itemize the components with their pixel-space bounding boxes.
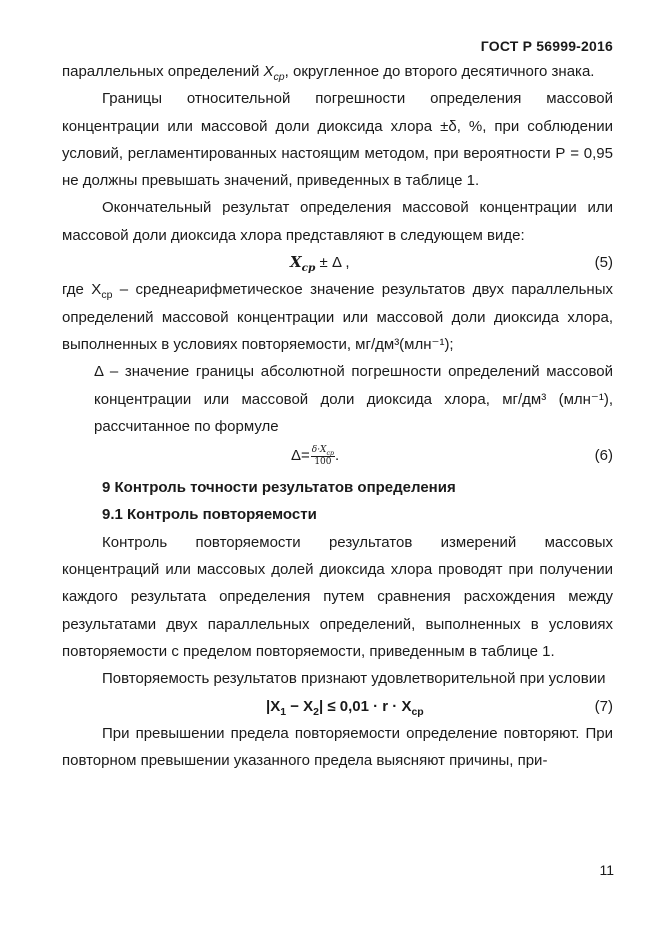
symbol-x: X xyxy=(263,63,274,80)
standard-designation: ГОСТ Р 56999-2016 xyxy=(480,38,613,54)
symbol-subscript: ср xyxy=(273,71,285,83)
formula-7-expression xyxy=(266,693,424,720)
paragraph-delta-definition: Δ – значение границы абсолютной погрешности определений массовой концентрации или массовой доли диоксида хлора, мг/дм³ (млн⁻¹), рассчитанное по формуле xyxy=(94,363,613,435)
formula-5 xyxy=(62,249,613,276)
paragraph-continuation xyxy=(62,58,613,85)
paragraph-exceeding-limit: При превышении предела повторяемости определение повторяют. При повторном превышении указанного предела выясняют причины, при- xyxy=(62,724,613,770)
equation-number: (6) xyxy=(594,447,613,465)
formula-6-expression xyxy=(291,442,339,469)
numerator-subscript: ср xyxy=(326,449,335,457)
section-heading-9: 9 Контроль точности результатов определения xyxy=(102,479,456,497)
formula-subscript: 1 xyxy=(280,705,287,718)
formula-part: |X xyxy=(266,697,281,715)
equation-number: (7) xyxy=(594,697,613,715)
equation-number: (5) xyxy=(594,254,613,272)
paragraph-error-limits: Границы относительной погрешности определения массовой концентрации или массовой доли диоксида хлора ±δ, %, при соблюдении условий, регламентированных настоящим методом, при вероятности Р = 0,95 не должны превышать значений, приведенных в таблице 1. xyxy=(62,90,613,190)
paragraph-where-xcp xyxy=(62,276,613,358)
formula-lhs: Δ= xyxy=(291,447,310,465)
formula-rest: ± Δ , xyxy=(315,254,350,272)
formula-part: | ≤ 0,01 · r · X xyxy=(319,697,412,715)
formula-symbol: X xyxy=(290,253,302,272)
formula-5-expression xyxy=(290,249,350,276)
formula-subscript: ср xyxy=(301,262,316,275)
formula-subscript: ср xyxy=(411,705,424,718)
formula-tail: . xyxy=(335,447,340,465)
paragraph-repeatability-control: Контроль повторяемости результатов измерений массовых концентраций или массовых долей диоксида хлора проводят при получении каждого результата определения путем сравнения расхождения между результатами двух параллельных определений, выполненных в условиях повторяемости с пределом повторяемости, приведенным в таблице 1. xyxy=(62,533,613,660)
formula-6 xyxy=(62,440,613,474)
page-number: 11 xyxy=(599,862,614,878)
numerator-text: δ·X xyxy=(311,444,327,455)
section-heading-9-1: 9.1 Контроль повторяемости xyxy=(102,506,317,524)
page-body xyxy=(62,58,613,774)
paragraph-text: где X xyxy=(62,281,102,299)
formula-7 xyxy=(62,693,613,720)
fraction-numerator xyxy=(311,445,335,457)
paragraph-text: параллельных определений xyxy=(62,63,264,80)
paragraph-final-result: Окончательный результат определения массовой концентрации или массовой доли диоксида хлора представляют в следующем виде: xyxy=(62,199,613,244)
paragraph-text: , округленное до второго десятичного знака. xyxy=(284,63,595,80)
paragraph-repeatability-condition: Повторяемость результатов признают удовлетворительной при условии xyxy=(102,670,606,688)
formula-fraction xyxy=(311,445,335,468)
fraction-denominator: 100 xyxy=(314,456,332,467)
paragraph-text: – среднеарифметическое значение результатов двух параллельных определений массовой концентрации или массовой доли диоксида хлора, выполненных в условиях повторяемости, мг/дм³(млн⁻¹); xyxy=(62,281,613,353)
formula-subscript: 2 xyxy=(313,705,319,718)
symbol-subscript: ср xyxy=(101,289,113,302)
formula-part: − X xyxy=(286,697,314,715)
